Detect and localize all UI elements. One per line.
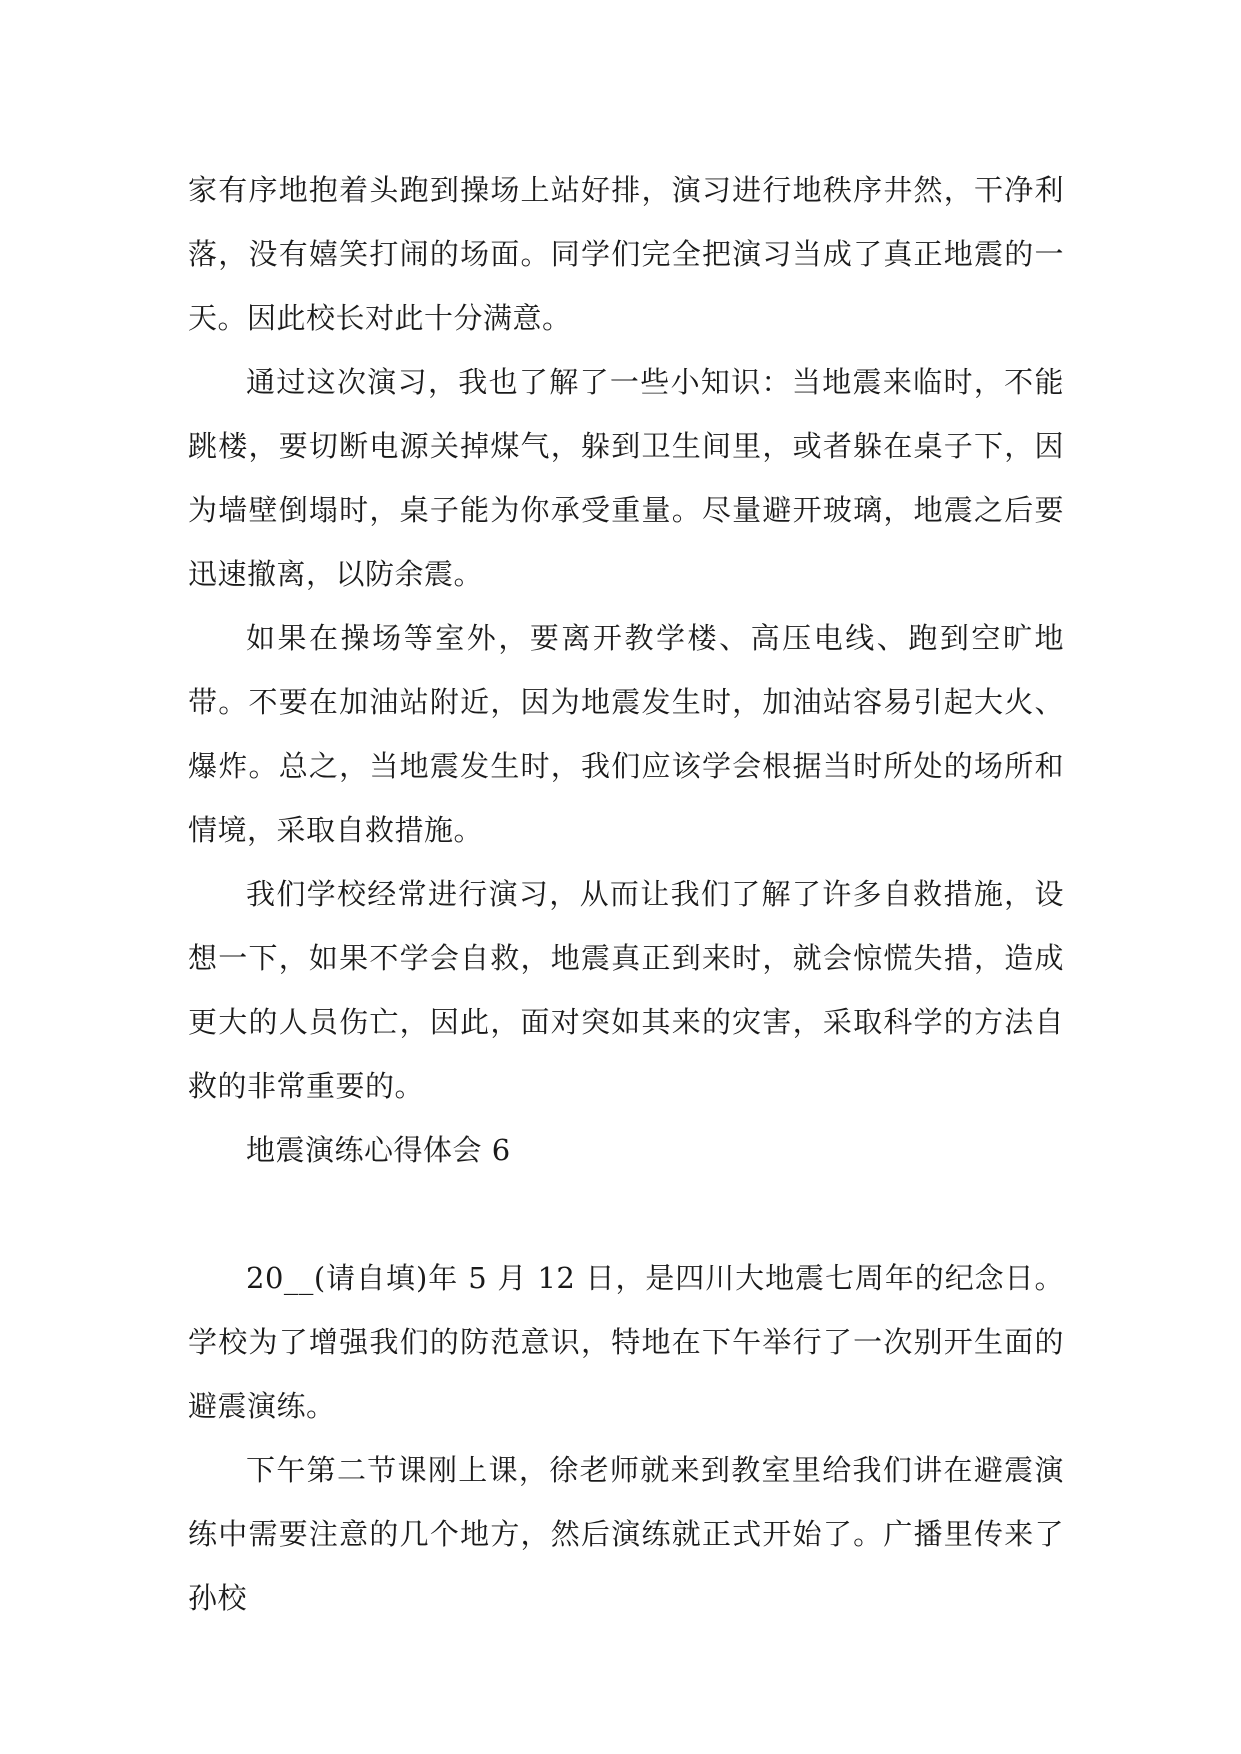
paragraph-outdoor-safety: 如果在操场等室外，要离开教学楼、高压电线、跑到空旷地带。不要在加油站附近，因为地震发生时，加油站容易引起大火、爆炸。总之，当地震发生时，我们应该学会根据当时所处的场所和情境，采取自救措施。 — [188, 621, 1064, 847]
blank-line — [188, 1182, 1064, 1246]
paragraph-drill-start: 下午第二节课刚上课，徐老师就来到教室里给我们讲在避震演练中需要注意的几个地方，然后演练就正式开始了。广播里传来了孙校 — [188, 1453, 1064, 1615]
paragraph-drill-knowledge: 通过这次演习，我也了解了一些小知识：当地震来临时，不能跳楼，要切断电源关掉煤气，躲到卫生间里，或者躲在桌子下，因为墙壁倒塌时，桌子能为你承受重量。尽量避开玻璃，地震之后要迅速撤离，以防余震。 — [188, 365, 1064, 591]
section-heading: 地震演练心得体会 6 — [246, 1133, 511, 1167]
document-body — [188, 158, 1064, 1630]
paragraph-self-rescue: 我们学校经常进行演习，从而让我们了解了许多自救措施，设想一下，如果不学会自救，地震真正到来时，就会惊慌失措，造成更大的人员伤亡，因此，面对突如其来的灾害，采取科学的方法自救的非常重要的。 — [188, 877, 1064, 1103]
paragraph-anniversary: 20__(请自填)年 5 月 12 日，是四川大地震七周年的纪念日。学校为了增强我们的防范意识，特地在下午举行了一次别开生面的避震演练。 — [188, 1261, 1064, 1423]
paragraph-continuation: 家有序地抱着头跑到操场上站好排，演习进行地秩序井然，干净利落，没有嬉笑打闹的场面。同学们完全把演习当成了真正地震的一天。因此校长对此十分满意。 — [188, 173, 1064, 335]
